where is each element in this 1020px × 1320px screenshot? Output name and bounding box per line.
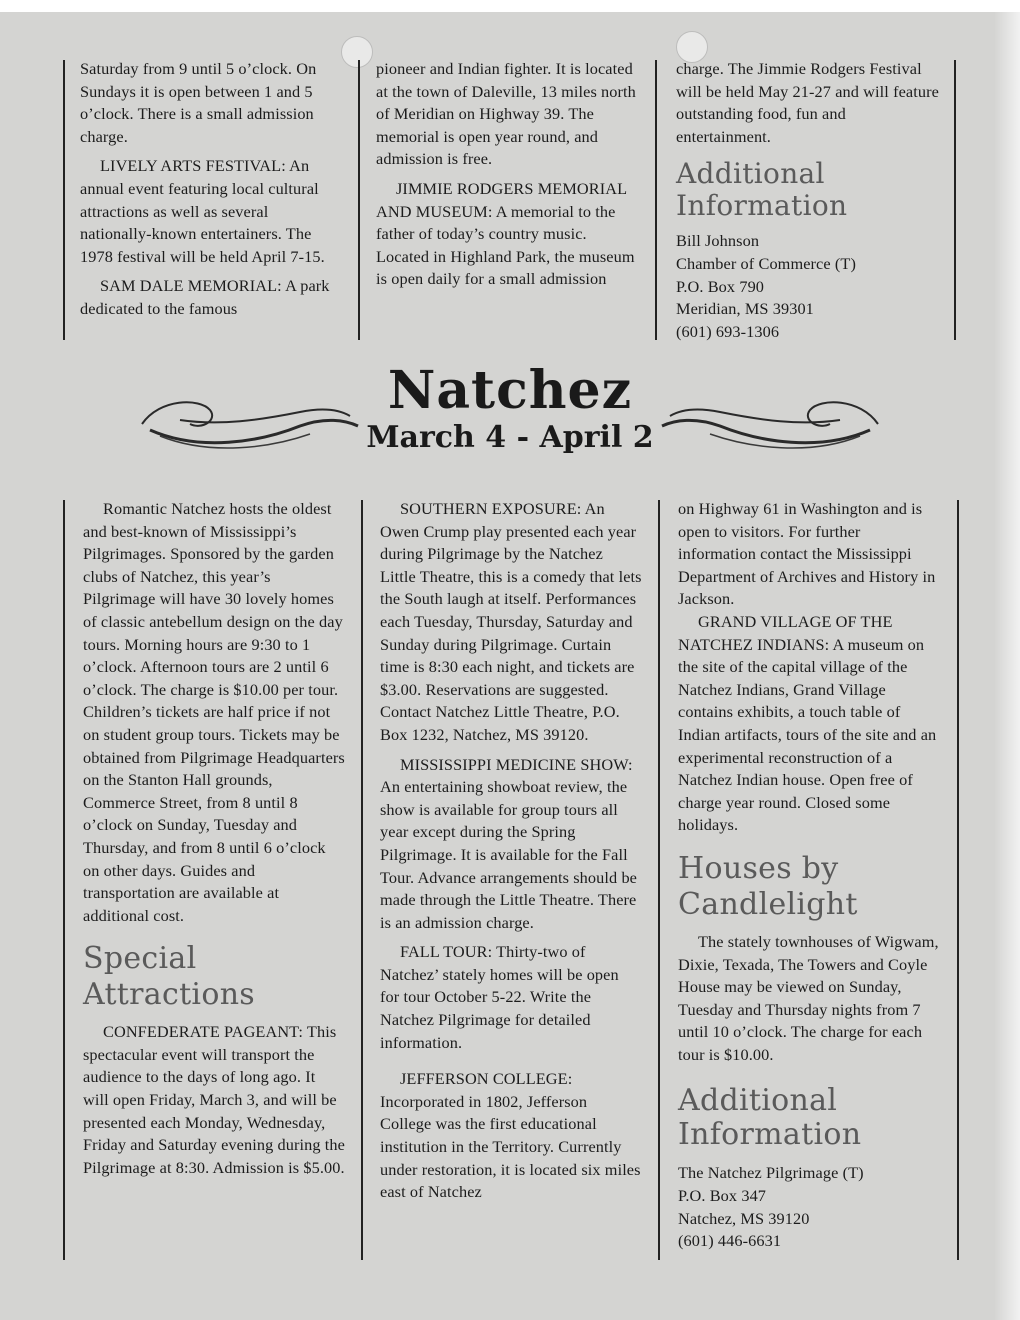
address-line: Meridian, MS 39301 bbox=[676, 299, 814, 319]
paragraph: LIVELY ARTS FESTIVAL: An annual event featuring local cultural attractions as well as several nationally-known entertainers. The 1978 festival will be held April 7-15. bbox=[80, 156, 325, 266]
bottom-column-2 bbox=[380, 498, 642, 1211]
section-heading: Special Attractions bbox=[83, 941, 256, 1013]
paragraph: SAM DALE MEMORIAL: A park dedicated to the famous bbox=[80, 276, 330, 318]
top-column-2 bbox=[376, 58, 638, 298]
paragraph: Saturday from 9 until 5 o’clock. On Sundays it is open between 1 and 5 o’clock. There is a small admission charge. bbox=[80, 59, 317, 146]
column-rule bbox=[957, 500, 959, 1260]
paragraph: The stately townhouses of Wigwam, Dixie, Texada, The Towers and Coyle House may be viewed on Sunday, Tuesday and Thursday nights from 7 until 10 o’clock. The charge for each tour is $10.00. bbox=[678, 931, 939, 1064]
paragraph: pioneer and Indian fighter. It is located at the town of Daleville, 13 miles north of Meridian on Highway 39. The memorial is open year round, and admission is free. bbox=[376, 59, 636, 169]
section-heading: Additional Information bbox=[676, 157, 848, 223]
bottom-column-1 bbox=[83, 498, 345, 1186]
column-rule bbox=[655, 60, 657, 340]
address-line: P.O. Box 790 bbox=[676, 276, 765, 296]
right-flourish-ornament bbox=[660, 390, 880, 460]
section-heading: Additional Information bbox=[678, 1083, 862, 1153]
column-rule bbox=[658, 500, 660, 1260]
bottom-column-3 bbox=[678, 498, 940, 1253]
page-title: Natchez bbox=[387, 360, 633, 421]
contact-address bbox=[678, 1162, 940, 1252]
left-flourish-ornament bbox=[140, 390, 360, 460]
top-column-3 bbox=[676, 58, 944, 343]
paragraph: JIMMIE RODGERS MEMORIAL AND MUSEUM: A memorial to the father of today’s country music. Located in Highland Park, the museum is open daily for a small admission bbox=[376, 178, 635, 289]
address-line: P.O. Box 347 bbox=[678, 1186, 767, 1206]
column-rule bbox=[954, 60, 956, 340]
paragraph: SOUTHERN EXPOSURE: An Owen Crump play presented each year during Pilgrimage by the Natchez Little Theatre, this is a comedy that lets the South laugh at itself. Performances each Tuesday, Thursday, Saturday and Sunday during Pilgrimage. Curtain time is 8:30 each night, and tickets are $3.00. Reservations are suggested. Contact Natchez Little Theatre, P.O. Box 1232, Natchez, MS 39120. bbox=[380, 499, 642, 744]
column-rule bbox=[358, 60, 360, 340]
event-dates: March 4 - April 2 bbox=[366, 420, 654, 455]
title-block bbox=[340, 362, 680, 456]
address-line: Natchez, MS 39120 bbox=[678, 1208, 810, 1228]
column-rule bbox=[63, 60, 65, 340]
address-line: (601) 446-6631 bbox=[678, 1231, 782, 1251]
top-column-1 bbox=[80, 58, 342, 328]
column-rule bbox=[361, 500, 363, 1260]
address-line: Bill Johnson bbox=[676, 231, 760, 251]
address-line: The Natchez Pilgrimage (T) bbox=[678, 1163, 864, 1183]
column-rule bbox=[63, 500, 65, 1260]
paragraph: Romantic Natchez hosts the oldest and best-known of Mississippi’s Pilgrimages. Sponsored by the garden clubs of Natchez, this year’s Pilgrimage will have 30 lovely homes of classic antebellum design on the day tours. Morning hours are 9:30 to 1 o’clock. Afternoon tours are 2 until 6 o’clock. The charge is $10.00 per tour. Children’s tickets are half price if not on student group tours. Tickets may be obtained from Pilgrimage Headquarters on the Stanton Hall grounds, Commerce Street, from 8 until 8 o’clock on Sunday, Tuesday and Thursday, and from 8 until 6 o’clock on other days. Guides and transportation are available at additional cost. bbox=[83, 499, 345, 925]
address-line: (601) 693-1306 bbox=[676, 321, 780, 341]
page-edge-shadow bbox=[994, 12, 1020, 1320]
paragraph: CONFEDERATE PAGEANT: This spectacular event will transport the audience to the days of long ago. It will open Friday, March 3, and will be presented each Monday, Wednesday, Friday and Saturday evening during the Pilgrimage at 8:30. Admission is $5.00. bbox=[83, 1022, 345, 1177]
punch-hole-left bbox=[341, 36, 373, 68]
paragraph: charge. The Jimmie Rodgers Festival will be held May 21-27 and will feature outstanding food, fun and entertainment. bbox=[676, 59, 939, 146]
paragraph: GRAND VILLAGE OF THE NATCHEZ INDIANS: A museum on the site of the capital village of the Natchez Indians, Grand Village contains exhibits, a touch table of Indian artifacts, tours of the site and an experimental reconstruction of a Natchez Indian house. Open free of charge year round. Closed some holidays. bbox=[678, 611, 937, 835]
address-line: Chamber of Commerce (T) bbox=[676, 253, 856, 273]
paragraph: on Highway 61 in Washington and is open to visitors. For further information contact the Mississippi Department of Archives and History in Jackson. bbox=[678, 499, 936, 609]
section-heading: Houses by Candlelight bbox=[678, 850, 858, 922]
paragraph: JEFFERSON COLLEGE: Incorporated in 1802, Jefferson College was the first educational institution in the Territory. Currently under restoration, it is located six miles east of Natchez bbox=[380, 1069, 641, 1202]
paragraph: MISSISSIPPI MEDICINE SHOW: An entertaining showboat review, the show is available for group tours all year except during the Spring Pilgrimage. It is available for the Fall Tour. Advance arrangements should be made through the Little Theatre. There is an admission charge. bbox=[380, 754, 638, 932]
paragraph: FALL TOUR: Thirty-two of Natchez’ stately homes will be open for tour October 5-22. Write the Natchez Pilgrimage for detailed information. bbox=[380, 942, 619, 1052]
contact-address bbox=[676, 230, 944, 343]
